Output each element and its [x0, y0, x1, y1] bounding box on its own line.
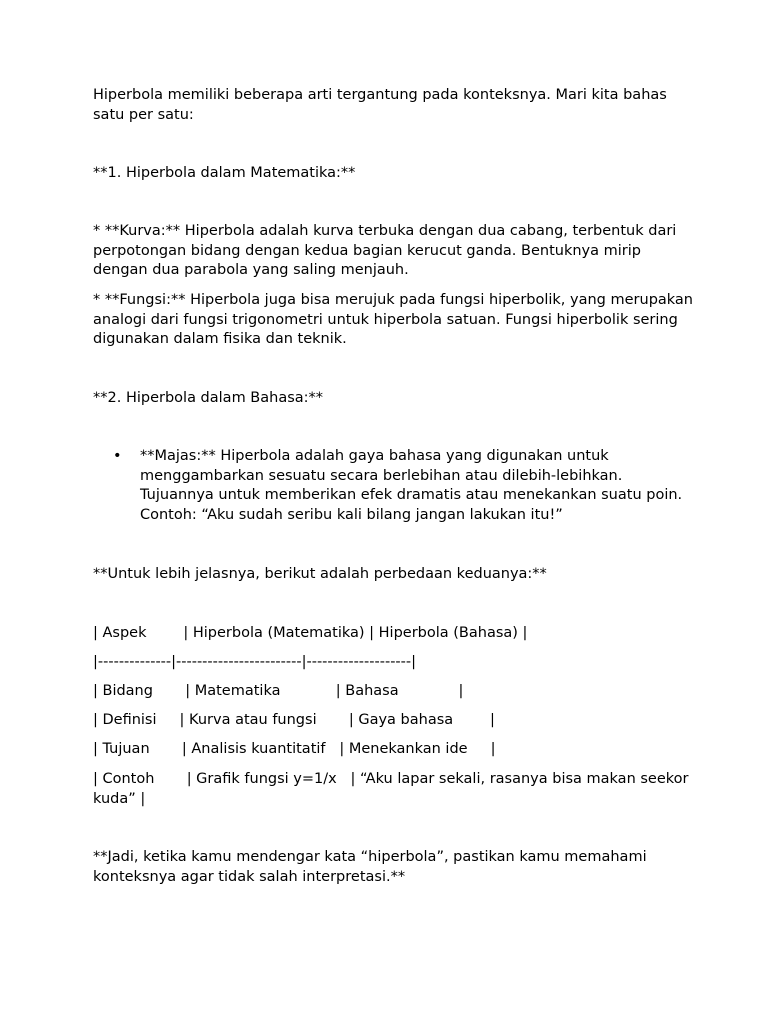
kurva-paragraph: * **Kurva:** Hiperbola adalah kurva terbuka dengan dua cabang, terbentuk dari perpotongan bidang dengan kedua bagian kerucut ganda. Bentuknya mirip dengan dua parabola yang saling menjauh. [93, 223, 681, 279]
table-line-definisi: | Definisi | Kurva atau fungsi | Gaya bahasa | [93, 712, 495, 728]
table-line-contoh: | Contoh | Grafik fungsi y=1/x | “Aku lapar sekali, rasanya bisa makan seekor kuda” | [93, 771, 694, 807]
majas-paragraph: **Majas:** Hiperbola adalah gaya bahasa yang digunakan untuk menggambarkan sesuatu secara berlebihan atau dilebih-lebihkan. Tujuannya untuk memberikan efek dramatis atau menekankan suatu poin. Contoh: “Aku sudah seribu kali bilang jangan lakukan itu!” [140, 448, 687, 524]
table-line-tujuan: | Tujuan | Analisis kuantitatif | Menekankan ide | [93, 741, 496, 757]
table-line-header: | Aspek | Hiperbola (Matematika) | Hiperbola (Bahasa) | [93, 625, 528, 641]
intro-paragraph: Hiperbola memiliki beberapa arti tergantung pada konteksnya. Mari kita bahas satu per satu: [93, 87, 672, 123]
conclusion-paragraph: **Jadi, ketika kamu mendengar kata “hiperbola”, pastikan kamu memahami konteksnya agar tidak salah interpretasi.** [93, 849, 652, 885]
section-heading-math: **1. Hiperbola dalam Matematika:** [93, 165, 356, 181]
fungsi-paragraph: * **Fungsi:** Hiperbola juga bisa merujuk pada fungsi hiperbolik, yang merupakan analogi dari fungsi trigonometri untuk hiperbola satuan. Fungsi hiperbolik sering digunakan dalam fisika dan teknik. [93, 292, 698, 348]
table-line-bidang: | Bidang | Matematika | Bahasa | [93, 683, 464, 699]
bullet-icon: • [113, 448, 122, 464]
section-heading-language: **2. Hiperbola dalam Bahasa:** [93, 390, 324, 406]
comparison-intro: **Untuk lebih jelasnya, berikut adalah perbedaan keduanya:** [93, 566, 547, 582]
table-line-separator: |--------------|------------------------|--------------------| [93, 654, 417, 670]
